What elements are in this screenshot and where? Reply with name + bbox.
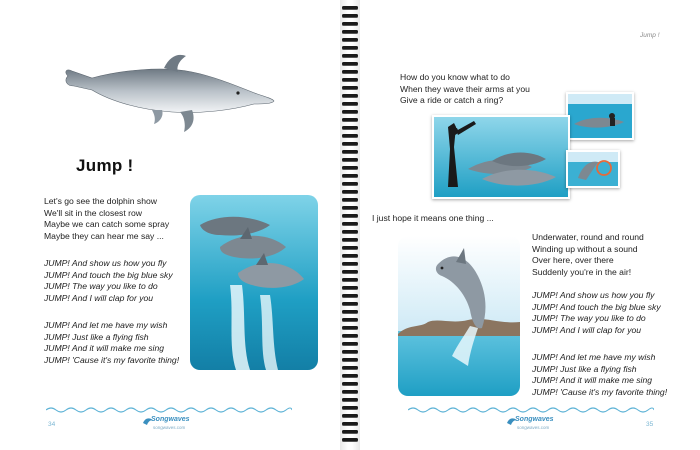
verse-2 [532, 232, 644, 278]
binding-ring [342, 166, 358, 169]
binding-ring [342, 14, 358, 17]
chorus-line: JUMP! The way you like to do [44, 281, 158, 292]
binding-ring [342, 366, 358, 369]
chorus-line: JUMP! And I will clap for you [44, 292, 154, 303]
left-page [0, 0, 340, 450]
chorus-line: JUMP! And touch the big blue sky [44, 269, 173, 280]
verse-line: Over here, over there [532, 255, 614, 266]
chorus-2 [532, 352, 667, 398]
binding-ring [342, 278, 358, 281]
binding-ring [342, 430, 358, 433]
verse-1 [400, 72, 530, 107]
dolphin-illustration [62, 52, 277, 137]
verse-line: Suddenly you're in the air! [532, 266, 632, 277]
binding-ring [342, 254, 358, 257]
photo-trainer-dolphins [432, 115, 570, 199]
song-title: Jump ! [76, 156, 134, 175]
binding-ring [342, 342, 358, 345]
binding-ring [342, 6, 358, 9]
binding-ring [342, 390, 358, 393]
binding-ring [342, 294, 358, 297]
songwaves-logo [142, 413, 202, 437]
photo-leaping-dolphin [398, 236, 520, 396]
chorus-line: JUMP! And let me have my wish [44, 320, 168, 330]
verse-line: We'll sit in the closest row [44, 207, 142, 218]
verse-line: Let's go see the dolphin show [44, 196, 157, 206]
verse-line: Give a ride or catch a ring? [400, 95, 504, 106]
logo-name: Songwaves [151, 416, 190, 423]
binding-ring [342, 150, 358, 153]
verse-line: When they wave their arms at you [400, 83, 530, 94]
binding-ring [342, 302, 358, 305]
binding-ring [342, 94, 358, 97]
chorus-line: JUMP! And it will make me sing [44, 343, 165, 354]
binding-ring [342, 310, 358, 313]
right-page [360, 0, 700, 450]
binding-ring [342, 198, 358, 201]
chorus-line: JUMP! 'Cause it's my favorite thing! [532, 386, 668, 397]
binding-ring [342, 270, 358, 273]
binding-ring [342, 46, 358, 49]
binding-ring [342, 318, 358, 321]
photo-trainer-ride [566, 92, 634, 140]
hope-line: I just hope it means one thing ... [372, 213, 494, 223]
binding-ring [342, 54, 358, 57]
chorus-line: JUMP! And show us how you fly [44, 258, 167, 268]
binding-ring [342, 350, 358, 353]
hope-text [372, 213, 494, 225]
running-head: Jump ! [640, 32, 660, 39]
spiral-binding [340, 0, 360, 450]
verse-line: Maybe they can hear me say ... [44, 230, 164, 241]
chorus-line: JUMP! And it will make me sing [532, 375, 653, 386]
binding-ring [342, 382, 358, 385]
chorus-1 [532, 290, 661, 336]
chorus-line: JUMP! And I will clap for you [532, 324, 642, 335]
chorus-line: JUMP! And show us how you fly [532, 290, 655, 300]
binding-ring [342, 438, 358, 441]
chorus-line: JUMP! Just like a flying fish [532, 363, 637, 374]
verse-line: Winding up without a sound [532, 243, 638, 254]
binding-ring [342, 326, 358, 329]
binding-ring [342, 38, 358, 41]
photo-dolphin-ring [566, 150, 620, 188]
chorus-1 [44, 258, 173, 304]
binding-ring [342, 174, 358, 177]
verse-line: Maybe we can catch some spray [44, 219, 170, 230]
binding-ring [342, 182, 358, 185]
binding-ring [342, 70, 358, 73]
binding-ring [342, 374, 358, 377]
binding-ring [342, 262, 358, 265]
binding-ring [342, 158, 358, 161]
binding-ring [342, 222, 358, 225]
chorus-line: JUMP! The way you like to do [532, 313, 646, 324]
chorus-line: JUMP! 'Cause it's my favorite thing! [44, 354, 180, 365]
binding-ring [342, 206, 358, 209]
binding-ring [342, 30, 358, 33]
binding-ring [342, 142, 358, 145]
logo-url: songwaves.com [517, 425, 550, 430]
photo-jumping-dolphins [190, 195, 318, 370]
binding-ring [342, 214, 358, 217]
binding-ring [342, 286, 358, 289]
binding-ring [342, 62, 358, 65]
verse-1 [44, 196, 169, 242]
songwaves-logo [506, 413, 566, 437]
chorus-2 [44, 320, 179, 366]
binding-ring [342, 22, 358, 25]
logo-name: Songwaves [515, 416, 554, 423]
binding-ring [342, 102, 358, 105]
binding-ring [342, 134, 358, 137]
binding-ring [342, 422, 358, 425]
binding-ring [342, 398, 358, 401]
chorus-line: JUMP! And let me have my wish [532, 352, 656, 362]
chorus-line: JUMP! Just like a flying fish [44, 331, 149, 342]
binding-ring [342, 126, 358, 129]
page-number: 34 [48, 421, 56, 428]
binding-ring [342, 358, 358, 361]
page-number: 35 [646, 421, 654, 428]
binding-ring [342, 190, 358, 193]
binding-ring [342, 406, 358, 409]
binding-ring [342, 86, 358, 89]
binding-ring [342, 246, 358, 249]
chorus-line: JUMP! And touch the big blue sky [532, 301, 661, 312]
binding-ring [342, 414, 358, 417]
binding-ring [342, 118, 358, 121]
binding-ring [342, 334, 358, 337]
binding-ring [342, 230, 358, 233]
binding-ring [342, 238, 358, 241]
binding-ring [342, 78, 358, 81]
verse-line: Underwater, round and round [532, 232, 644, 242]
logo-url: songwaves.com [153, 425, 186, 430]
binding-ring [342, 110, 358, 113]
verse-line: How do you know what to do [400, 72, 510, 82]
